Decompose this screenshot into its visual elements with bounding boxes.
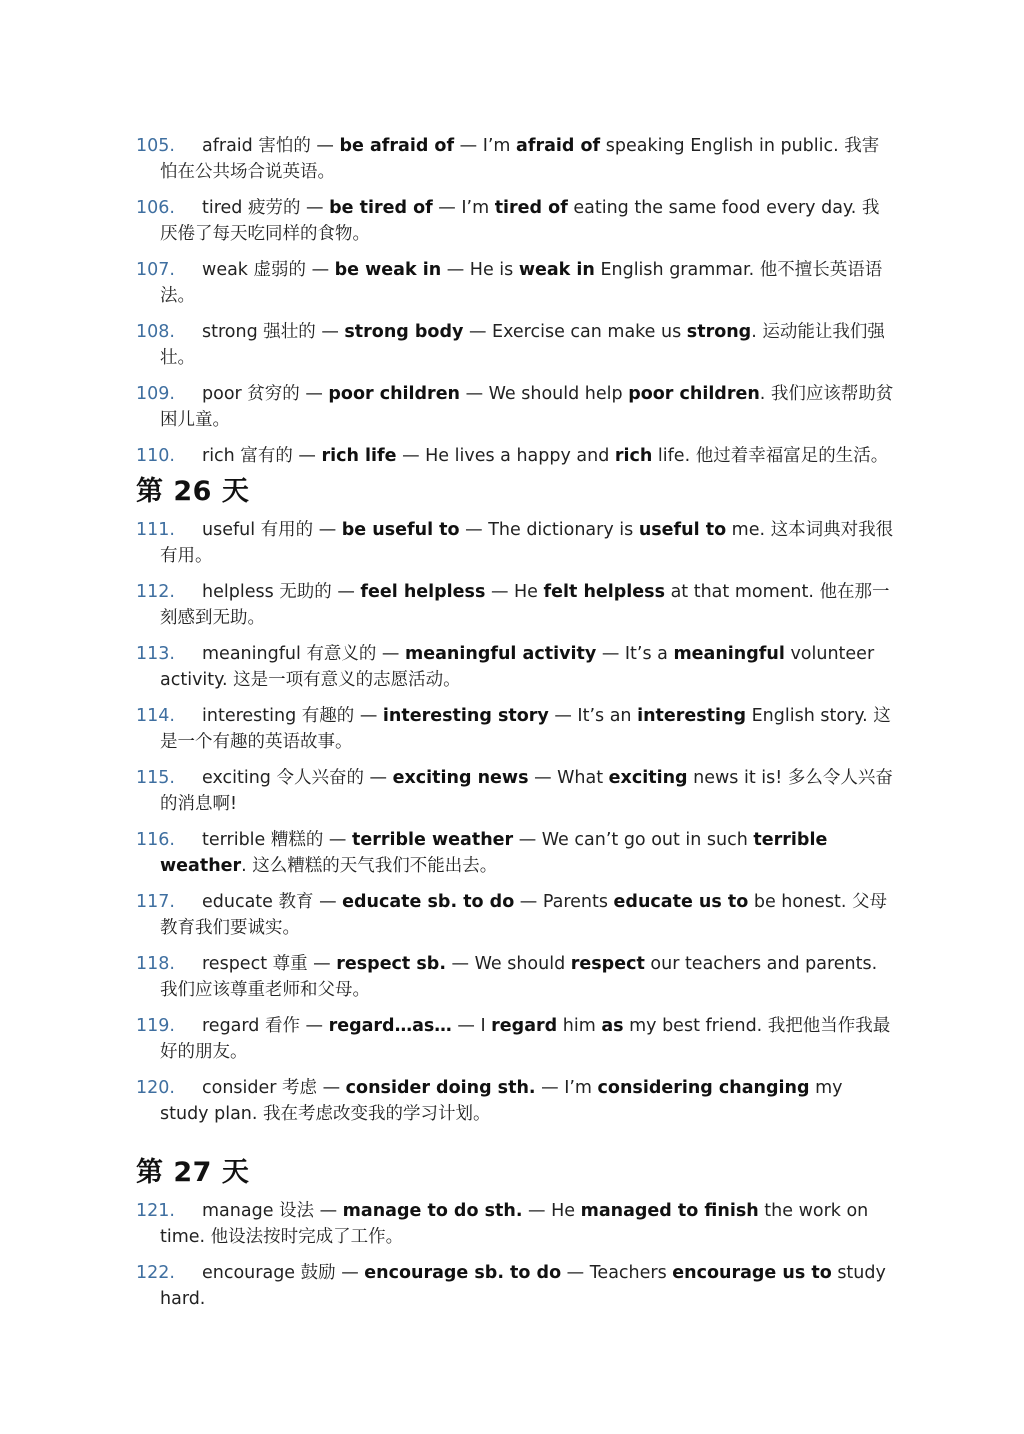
entry-text — [160, 703, 896, 755]
bold-phrase: poor children — [628, 384, 760, 404]
entry-text — [160, 517, 896, 569]
bold-phrase: encourage us to — [672, 1263, 832, 1283]
text-segment: interesting 有趣的 — — [202, 706, 383, 726]
bold-phrase: encourage sb. to do — [364, 1263, 562, 1283]
entry-text — [160, 889, 896, 941]
entry-text — [160, 1260, 896, 1312]
entry-text — [160, 443, 896, 469]
vocab-entry — [0, 1013, 1024, 1065]
entry-text — [160, 257, 896, 309]
entry-text — [160, 381, 896, 433]
text-segment: my best friend. 我把他当作我最好的朋友。 — [160, 1016, 891, 1062]
bold-phrase: interesting story — [382, 706, 549, 726]
section-heading-day26: 第 26 天 — [136, 476, 250, 507]
entry-list-day27 — [0, 1198, 1024, 1322]
bold-phrase: meaningful — [673, 644, 785, 664]
text-segment: exciting 令人兴奋的 — — [202, 768, 393, 788]
section-heading-day27: 第 27 天 — [136, 1157, 250, 1188]
text-segment: . 我们应该帮助贫困儿童。 — [160, 384, 894, 430]
text-segment: helpless 无助的 — — [202, 582, 361, 602]
bold-phrase: manage to do sth. — [342, 1201, 523, 1221]
entry-number: 118. — [136, 954, 175, 974]
text-segment: tired 疲劳的 — — [202, 198, 330, 218]
text-segment: news it is! 多么令人兴奋的消息啊! — [160, 768, 893, 814]
entry-list-day26 — [0, 517, 1024, 1137]
text-segment: at that moment. 他在那一刻感到无助。 — [160, 582, 890, 628]
vocab-entry — [0, 889, 1024, 941]
bold-phrase: regard…as… — [328, 1016, 452, 1036]
text-segment: consider 考虑 — — [202, 1078, 346, 1098]
text-segment: — It’s an — [548, 706, 638, 726]
text-segment: — It’s a — [596, 644, 674, 664]
bold-phrase: consider doing sth. — [345, 1078, 536, 1098]
vocab-entry — [0, 257, 1024, 309]
text-segment: manage 设法 — — [202, 1201, 343, 1221]
entry-number: 109. — [136, 384, 175, 404]
vocab-entry — [0, 381, 1024, 433]
text-segment: speaking English in public. 我害怕在公共场合说英语。 — [160, 136, 880, 182]
bold-phrase: poor children — [328, 384, 461, 404]
text-segment: strong 强壮的 — — [202, 322, 345, 342]
entry-number: 111. — [136, 520, 175, 540]
bold-phrase: interesting — [637, 706, 747, 726]
text-segment: meaningful 有意义的 — — [202, 644, 405, 664]
bold-phrase: educate us to — [613, 892, 749, 912]
entry-text — [160, 1013, 896, 1065]
bold-phrase: respect sb. — [336, 954, 446, 974]
entry-number: 116. — [136, 830, 175, 850]
text-segment: afraid 害怕的 — — [202, 136, 340, 156]
text-segment: English story. 这是一个有趣的英语故事。 — [160, 706, 891, 752]
vocab-entry — [0, 579, 1024, 631]
text-segment: my study plan. 我在考虑改变我的学习计划。 — [160, 1078, 843, 1124]
text-segment: . 这么糟糕的天气我们不能出去。 — [241, 856, 498, 876]
text-segment: educate 教育 — — [202, 892, 343, 912]
entry-number: 105. — [136, 136, 175, 156]
entry-number: 121. — [136, 1201, 175, 1221]
text-segment: — He — [485, 582, 544, 602]
bold-phrase: useful to — [638, 520, 727, 540]
bold-phrase: meaningful activity — [405, 644, 597, 664]
entry-number: 117. — [136, 892, 175, 912]
bold-phrase: be useful to — [341, 520, 460, 540]
text-segment: eating the same food every day. 我厌倦了每天吃同样的食物。 — [160, 198, 880, 244]
text-segment: — He lives a happy and — [396, 446, 615, 466]
entry-list-day25 — [0, 133, 1024, 479]
text-segment: regard 看作 — — [202, 1016, 329, 1036]
entry-text — [160, 1075, 896, 1127]
entry-number: 122. — [136, 1263, 175, 1283]
entry-number: 119. — [136, 1016, 175, 1036]
text-segment: weak 虚弱的 — — [202, 260, 335, 280]
text-segment: — Teachers — [561, 1263, 673, 1283]
bold-phrase: feel helpless — [360, 582, 486, 602]
text-segment: terrible 糟糕的 — — [202, 830, 352, 850]
text-segment: — He is — [441, 260, 519, 280]
bold-phrase: be weak in — [334, 260, 442, 280]
text-segment: respect 尊重 — — [202, 954, 337, 974]
bold-phrase: strong — [686, 322, 752, 342]
vocab-entry — [0, 443, 1024, 469]
text-segment: — We can’t go out in such — [513, 830, 754, 850]
bold-phrase: terrible weather — [352, 830, 514, 850]
text-segment: encourage 鼓励 — — [202, 1263, 365, 1283]
bold-phrase: respect — [570, 954, 645, 974]
text-segment: me. 这本词典对我很有用。 — [160, 520, 894, 566]
entry-number: 112. — [136, 582, 175, 602]
text-segment: — Parents — [514, 892, 614, 912]
text-segment: poor 贫穷的 — — [202, 384, 329, 404]
vocab-entry — [0, 1198, 1024, 1250]
vocab-entry — [0, 703, 1024, 755]
text-segment: — We should help — [460, 384, 629, 404]
vocab-entry — [0, 765, 1024, 817]
entry-text — [160, 765, 896, 817]
entry-number: 106. — [136, 198, 175, 218]
text-segment: — I’m — [454, 136, 517, 156]
entry-text — [160, 319, 896, 371]
text-segment: — What — [528, 768, 609, 788]
entry-text — [160, 641, 896, 693]
text-segment: English grammar. 他不擅长英语语法。 — [160, 260, 883, 306]
entry-number: 107. — [136, 260, 175, 280]
text-segment: study hard. — [160, 1263, 886, 1309]
bold-phrase: rich life — [321, 446, 397, 466]
bold-phrase: exciting news — [392, 768, 529, 788]
text-segment: rich 富有的 — — [202, 446, 322, 466]
entry-text — [160, 827, 896, 879]
bold-phrase: felt helpless — [543, 582, 666, 602]
bold-phrase: managed to finish — [580, 1201, 759, 1221]
text-segment: useful 有用的 — — [202, 520, 342, 540]
vocab-entry — [0, 641, 1024, 693]
entry-number: 110. — [136, 446, 175, 466]
vocab-entry — [0, 517, 1024, 569]
entry-text — [160, 133, 896, 185]
vocab-entry — [0, 951, 1024, 1003]
vocab-entry — [0, 195, 1024, 247]
vocab-entry — [0, 827, 1024, 879]
entry-number: 115. — [136, 768, 175, 788]
text-segment: — I’m — [535, 1078, 598, 1098]
entry-text — [160, 1198, 896, 1250]
bold-phrase: educate sb. to do — [342, 892, 515, 912]
bold-phrase: terrible weather — [160, 830, 828, 876]
text-segment: — The dictionary is — [459, 520, 639, 540]
bold-phrase: be afraid of — [339, 136, 455, 156]
bold-phrase: as — [601, 1016, 624, 1036]
text-segment: the work on time. 他设法按时完成了工作。 — [160, 1201, 869, 1247]
text-segment: him — [557, 1016, 602, 1036]
entry-number: 113. — [136, 644, 175, 664]
entry-text — [160, 195, 896, 247]
bold-phrase: exciting — [608, 768, 688, 788]
text-segment: — We should — [445, 954, 571, 974]
text-segment: be honest. 父母教育我们要诚实。 — [160, 892, 888, 938]
vocab-entry — [0, 133, 1024, 185]
bold-phrase: tired of — [494, 198, 568, 218]
entry-number: 114. — [136, 706, 175, 726]
bold-phrase: be tired of — [329, 198, 433, 218]
text-segment: — He — [522, 1201, 581, 1221]
entry-number: 108. — [136, 322, 175, 342]
text-segment: — I — [451, 1016, 492, 1036]
bold-phrase: weak in — [518, 260, 595, 280]
vocab-entry — [0, 1260, 1024, 1312]
text-segment: volunteer activity. 这是一项有意义的志愿活动。 — [160, 644, 875, 690]
bold-phrase: afraid of — [516, 136, 601, 156]
bold-phrase: rich — [614, 446, 653, 466]
text-segment: . 运动能让我们强壮。 — [160, 322, 885, 368]
bold-phrase: regard — [491, 1016, 558, 1036]
vocab-entry — [0, 319, 1024, 371]
text-segment: life. 他过着幸福富足的生活。 — [652, 446, 889, 466]
entry-text — [160, 951, 896, 1003]
bold-phrase: strong body — [344, 322, 464, 342]
text-segment: — Exercise can make us — [463, 322, 687, 342]
text-segment: our teachers and parents. 我们应该尊重老师和父母。 — [160, 954, 878, 1000]
vocab-entry — [0, 1075, 1024, 1127]
bold-phrase: considering changing — [597, 1078, 810, 1098]
text-segment: — I’m — [432, 198, 495, 218]
entry-text — [160, 579, 896, 631]
entry-number: 120. — [136, 1078, 175, 1098]
